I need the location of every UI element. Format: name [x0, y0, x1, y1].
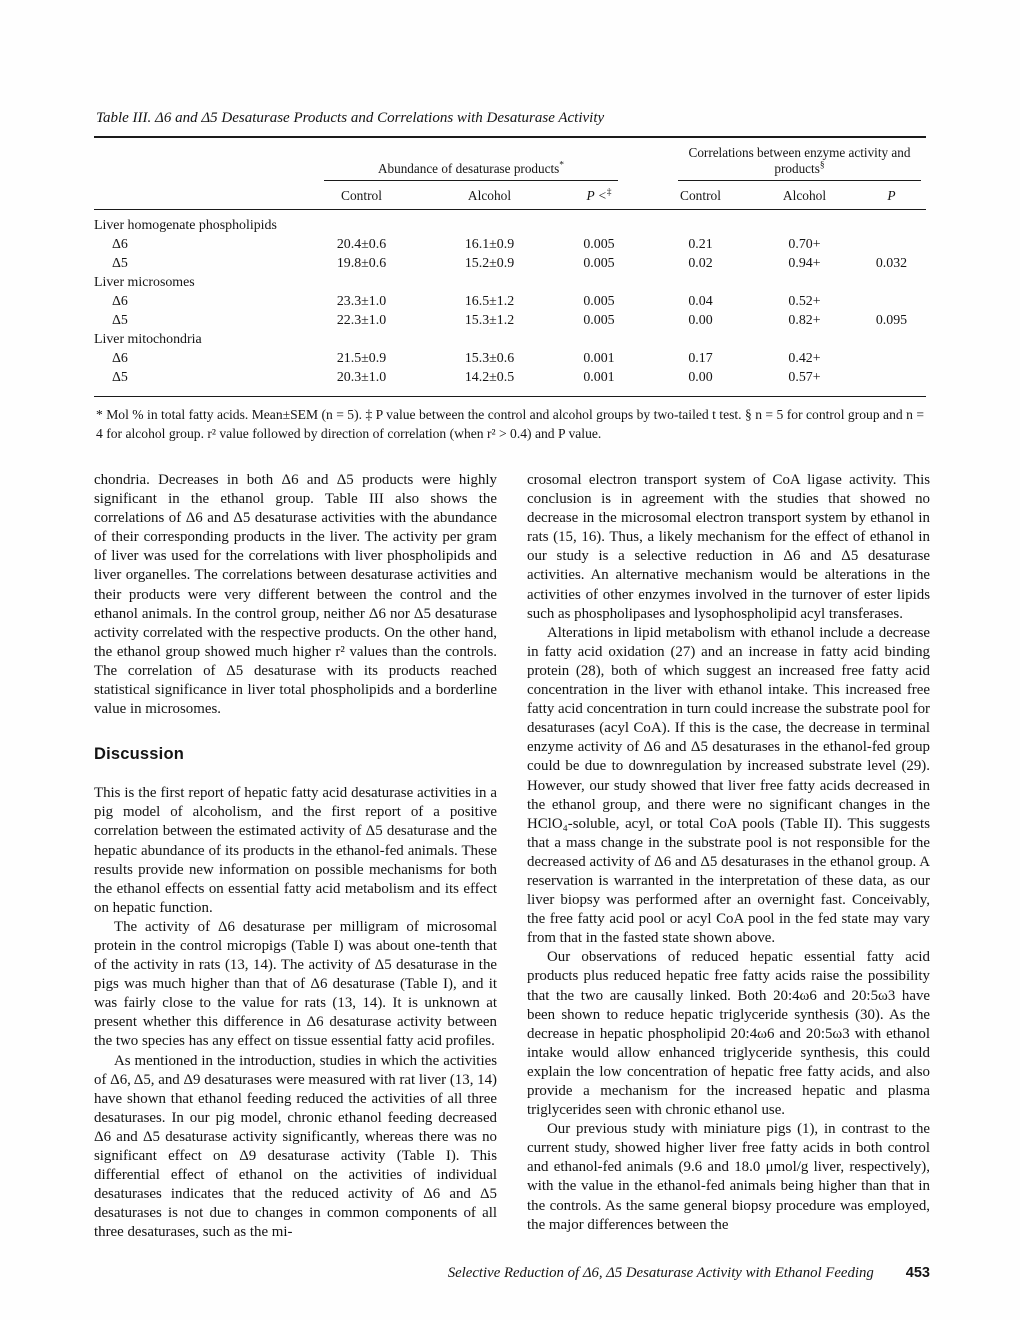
cell-value: 0.17	[688, 351, 713, 366]
cell-value: 0.001	[583, 370, 615, 385]
row-label: Δ5	[112, 313, 128, 328]
left-column	[94, 471, 497, 1242]
spanner-spacer	[94, 137, 293, 182]
spanner-abundance: Abundance of desaturase products*	[293, 137, 649, 182]
row-label: Δ6	[112, 237, 128, 252]
cell-value	[857, 369, 926, 397]
table-title: Table III. Δ6 and Δ5 Desaturase Products and Correlations with Desaturase Activity	[96, 110, 605, 126]
table-spanner-row	[94, 137, 926, 182]
cell-value: 0.52+	[788, 294, 821, 309]
cell-value	[857, 293, 926, 312]
row-category-label: Liver homogenate phospholipids	[94, 218, 277, 233]
cell-value: 20.4±0.6	[336, 237, 387, 252]
cell-value: 0.032	[875, 256, 908, 271]
cell-value: 0.04	[688, 294, 713, 309]
table-row	[94, 255, 926, 274]
cell-value: 15.3±0.6	[464, 351, 515, 366]
paragraph: The activity of Δ6 desaturase per milligram of microsomal protein in the control micropigs (Table I) was about one-tenth that of the activity in rats (13, 14). The activity of Δ5 desaturase in the pigs was much higher than that of Δ6 desaturase (Table I), and it was fairly close to the value for rats (13, 14). It is unknown at present whether this difference in Δ6 desaturase activity between the two species has any effect on tissue essential fatty acid profiles.	[94, 918, 497, 1050]
running-title: Selective Reduction of Δ6, Δ5 Desaturase Activity with Ethanol Feeding	[447, 1265, 874, 1281]
right-column	[527, 471, 930, 1242]
cell-value: 15.2±0.9	[464, 256, 515, 271]
cell-value: 0.005	[583, 294, 615, 309]
column-header-alcohol-1: Alcohol	[430, 182, 549, 210]
column-header-p-2: P	[857, 182, 926, 210]
cell-value: 19.8±0.6	[336, 256, 387, 271]
column-header-p-1: P <‡	[549, 182, 649, 210]
cell-value: 21.5±0.9	[336, 351, 387, 366]
column-header-control-1: Control	[293, 182, 430, 210]
cell-value: 0.42+	[788, 351, 821, 366]
column-header-empty	[94, 182, 293, 210]
paragraph: chondria. Decreases in both Δ6 and Δ5 products were highly significant in the ethanol group. Table III also shows the correlations of Δ6 and Δ5 desaturase activities with the abundance of their corresponding products in the liver. The activity per gram of liver was used for the correlations with liver phospholipids and liver organelles. The correlations between desaturase activities and their products were very different between the control and the ethanol animals. In the control group, neither Δ6 nor Δ5 desaturase activity correlated with the respective products. On the other hand, the ethanol group showed much higher r² values than the controls. The correlation of Δ5 desaturase with its products reached statistical significance in liver total phospholipids and a borderline value in microsomes.	[94, 472, 497, 718]
footnote-marker-section: §	[819, 160, 825, 171]
cell-value: 16.1±0.9	[464, 237, 515, 252]
cell-value: 16.5±1.2	[464, 294, 515, 309]
table-row	[94, 293, 926, 312]
paragraph: Alterations in lipid metabolism with ethanol include a decrease in fatty acid oxidation (27) and an increase in fatty acid binding protein (28), both of which suggest an increased free fatty acid concentration in the liver with ethanol intake. This increased free fatty acid concentration in turn could increase the substrate pool for desaturases (acyl CoA). If this is the case, the decrease in terminal enzyme activity of Δ6 and Δ5 desaturases in the ethanol-fed group could be due to downregulation by increased substrate level (29). However, our study showed that liver free fatty acids decreased in the ethanol group, and there were no significant changes in the HClO₄-soluble, acyl, or total CoA pools (Table II). This suggests that a mass change in the substrate pool is not responsible for the decreased activity of Δ6 and Δ5 desaturases in the ethanol group. A reservation is warranted in the interpretation of these data, as our liver biopsy was performed after an overnight fast. Conceivably, the free fatty acid pool or acyl CoA pool in the fed state may vary from that in the fasted state shown above.	[527, 624, 930, 947]
table-column-headers	[94, 182, 926, 210]
body-text	[94, 471, 930, 1242]
cell-value: 0.94+	[788, 256, 821, 271]
cell-value: 0.005	[583, 237, 615, 252]
cell-value: 0.00	[688, 370, 713, 385]
cell-value: 0.001	[583, 351, 615, 366]
table-footnote: * Mol % in total fatty acids. Mean±SEM (n = 5). ‡ P value between the control and alcohol groups by two-tailed t test. § n = 5 for control group and n = 4 for alcohol group. r² value followed by direction of correlation (when r² > 0.4) and P value.	[96, 407, 924, 441]
cell-value: 0.005	[583, 256, 615, 271]
cell-value: 0.82+	[788, 313, 821, 328]
cell-value: 0.57+	[788, 370, 821, 385]
table-row	[94, 331, 926, 350]
cell-value: 14.2±0.5	[464, 370, 515, 385]
cell-value: 0.00	[688, 313, 713, 328]
cell-value: 0.21	[688, 237, 713, 252]
table-row	[94, 210, 926, 236]
section-heading-discussion: Discussion	[94, 745, 185, 764]
row-category-label: Liver microsomes	[94, 275, 195, 290]
spanner-correlations: Correlations between enzyme activity and products§	[649, 137, 926, 182]
table-row	[94, 312, 926, 331]
page-content	[94, 0, 930, 1242]
cell-value: 20.3±1.0	[336, 370, 387, 385]
footnote-marker-dagger: ‡	[606, 187, 612, 198]
row-label: Δ5	[112, 256, 128, 271]
footnote-marker-asterisk: *	[559, 160, 564, 171]
cell-value: 15.3±1.2	[464, 313, 515, 328]
paragraph: crosomal electron transport system of CoA ligase activity. This conclusion is in agreement with the studies that showed no decrease in the microsomal electron transport system by ethanol in rats (15, 16). Thus, a likely mechanism for the effect of ethanol in our study is a selective reduction in Δ6 and Δ5 desaturase activities. An alternative mechanism would be alterations in the activities of other enzymes involved in the turnover of ester lipids such as phospholipases and lysophospholipid acyl transferases.	[527, 472, 930, 622]
table-row	[94, 369, 926, 397]
table-row	[94, 350, 926, 369]
paragraph: As mentioned in the introduction, studies in which the activities of Δ6, Δ5, and Δ9 desaturases were measured with rat liver (13, 14) have shown that ethanol feeding reduced the activities of all three desaturases. In our pig model, chronic ethanol feeding decreased Δ6 and Δ5 desaturase activity significantly, whereas there was no significant effect on Δ9 desaturase activity (Table I). This differential effect of ethanol on the activities of individual desaturases indicates that the reduced activity of Δ6 and Δ5 desaturases is not due to changes in common components of all three desaturases, such as the mi-	[94, 1052, 497, 1241]
cell-value	[857, 350, 926, 369]
page-footer	[94, 1264, 930, 1282]
cell-value: 0.70+	[788, 237, 821, 252]
table-3-section	[94, 110, 930, 443]
cell-value: 0.005	[583, 313, 615, 328]
column-header-alcohol-2: Alcohol	[752, 182, 857, 210]
paragraph: Our previous study with miniature pigs (1), in contrast to the current study, showed higher liver free fatty acids in both control and ethanol-fed animals (9.6 and 18.0 μmol/g liver, respectively), with the value in the ethanol-fed animals being higher than that in the controls. As the same general biopsy procedure was employed, the major differences between the	[527, 1121, 930, 1233]
table-row	[94, 274, 926, 293]
row-label: Δ5	[112, 370, 128, 385]
column-header-control-2: Control	[649, 182, 752, 210]
cell-value: 0.095	[875, 313, 908, 328]
table-3	[94, 136, 926, 397]
table-row	[94, 236, 926, 255]
cell-value: 0.02	[688, 256, 713, 271]
row-category-label: Liver mitochondria	[94, 332, 202, 347]
paragraph: Our observations of reduced hepatic essential fatty acid products plus reduced hepatic free fatty acids raise the possibility that the two are causally linked. Both 20:4ω6 and 20:5ω3 have been shown to reduce hepatic triglyceride synthesis (30). As the decrease in hepatic phospholipid 20:4ω6 and 20:5ω3 with ethanol intake would allow enhanced triglyceride synthesis, this could explain the low concentration of hepatic free fatty acids, and also provide a mechanism for the increased hepatic and plasma triglycerides seen with chronic ethanol use.	[527, 949, 930, 1119]
paragraph: This is the first report of hepatic fatty acid desaturase activities in a pig model of alcoholism, and the first report of a positive correlation between the estimated activity of Δ5 desaturase and the hepatic abundance of its products in the ethanol-fed animals. These results provide new information on possible mechanisms for both the ethanol effects on essential fatty acid metabolism and its effect on hepatic function.	[94, 785, 497, 916]
row-label: Δ6	[112, 351, 128, 366]
cell-value	[857, 236, 926, 255]
cell-value: 22.3±1.0	[336, 313, 387, 328]
row-label: Δ6	[112, 294, 128, 309]
page-number: 453	[905, 1265, 930, 1281]
cell-value: 23.3±1.0	[336, 294, 387, 309]
